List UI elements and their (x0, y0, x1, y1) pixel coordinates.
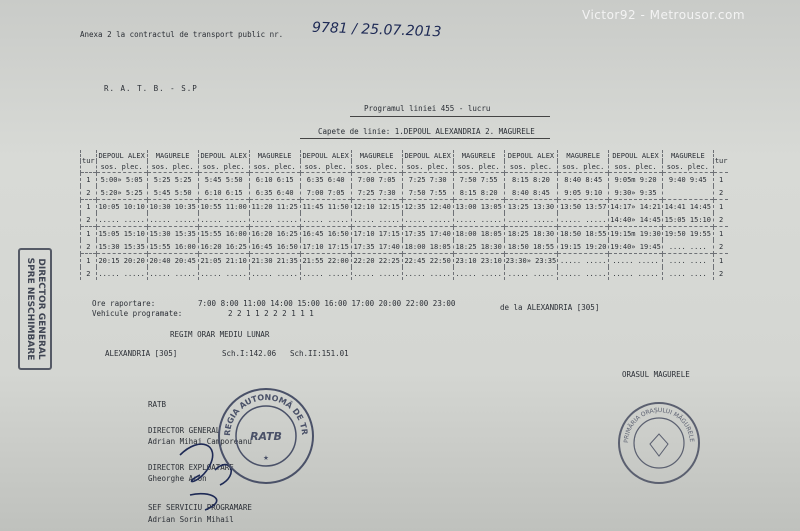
time-cell: 11:20 11:25 (249, 200, 300, 214)
time-cell: 23:10 23:10 (453, 254, 504, 268)
svg-text:PRIMĂRIA ORAȘULUI MĂGURELE (623, 407, 695, 443)
time-cell: 20:40 20:45 (147, 254, 198, 268)
time-cell: 11:45 11:50 (300, 200, 351, 214)
time-cell: ..... ..... (300, 267, 351, 280)
time-cell: 20:15 20:20 (96, 254, 147, 268)
tur-cell: 1 (81, 200, 97, 214)
column-header: DEPOUL ALEX (504, 150, 558, 161)
time-cell: 15:05 15:10 (96, 227, 147, 241)
tur-cell-end: 2 (713, 213, 728, 227)
time-cell: .... .... (662, 267, 713, 280)
time-cell: 21:30 21:35 (249, 254, 300, 268)
time-cell: 23:30» 23:35 (504, 254, 558, 268)
time-cell: 5:25 5:25 (147, 173, 198, 187)
time-cell: 9:30» 9:35 (609, 186, 663, 200)
time-cell: 18:25 18:30 (504, 227, 558, 241)
tur-header: tur (81, 150, 97, 173)
avg-sch1: Sch.I:142.06 (222, 349, 277, 358)
time-cell: 5:45 5:50 (198, 173, 249, 187)
time-cell: ..... ..... (249, 213, 300, 227)
time-cell: 17:10 17:15 (300, 240, 351, 254)
timetable (80, 150, 728, 280)
time-cell: 8:40 8:45 (504, 186, 558, 200)
time-cell: ..... ..... (453, 213, 504, 227)
tur-cell-end: 1 (713, 173, 728, 187)
table-row (81, 254, 729, 268)
time-cell: ..... ..... (402, 213, 453, 227)
program-title: Programul liniei 455 - lucru (364, 104, 491, 113)
table-row (81, 200, 729, 214)
time-cell: ..... ..... (558, 254, 609, 268)
time-cell: ..... ..... (504, 213, 558, 227)
regim-title: REGIM ORAR MEDIU LUNAR (170, 330, 270, 339)
tur-cell-end: 2 (713, 186, 728, 200)
sig-dir-expl-name: Gheorghe Aron (148, 474, 207, 483)
time-cell: ..... ..... (609, 254, 663, 268)
tur-cell: 2 (81, 213, 97, 227)
time-cell: 15:55 16:00 (198, 227, 249, 241)
ore-values: 7:00 8:00 11:00 14:00 15:00 16:00 17:00 20:00 22:00 23:00 (198, 299, 456, 308)
time-cell: 9:05 9:10 (558, 186, 609, 200)
column-subheader: sos. plec. (662, 161, 713, 173)
veh-values: 2 2 1 1 2 2 2 1 1 1 (228, 309, 314, 318)
time-cell: 8:15 8:20 (453, 186, 504, 200)
tur-cell: 2 (81, 186, 97, 200)
time-cell: ..... ..... (351, 213, 402, 227)
tur-cell-end: 2 (713, 240, 728, 254)
time-cell: 15:30 15:35 (96, 240, 147, 254)
column-subheader: sos. plec. (147, 161, 198, 173)
magurele-seal-text: PRIMĂRIA ORAȘULUI MĂGURELE (622, 406, 696, 444)
time-cell: ..... ..... (504, 267, 558, 280)
time-cell: 6:35 6:40 (300, 173, 351, 187)
magurele-seal-ring (620, 404, 698, 482)
column-header: MAGURELE (453, 150, 504, 161)
column-subheader: sos. plec. (300, 161, 351, 173)
time-cell: 15:55 16:00 (147, 240, 198, 254)
time-cell: 7:25 7:30 (402, 173, 453, 187)
time-cell: 14:41 14:45 (662, 200, 713, 214)
sig-orasul: ORASUL MAGURELE (622, 370, 690, 379)
sig-sef-title: SEF SERVICIU PROGRAMARE (148, 503, 252, 512)
time-cell: 15:05 15:10 (662, 213, 713, 227)
time-cell: ..... ..... (558, 213, 609, 227)
time-cell: 16:45 16:50 (300, 227, 351, 241)
time-cell: 17:35 17:40 (402, 227, 453, 241)
endpoints-underline (300, 138, 550, 139)
tur-cell: 2 (81, 240, 97, 254)
column-subheader: sos. plec. (609, 161, 663, 173)
time-cell: 7:25 7:30 (351, 186, 402, 200)
time-cell: 13:25 13:30 (504, 200, 558, 214)
ratb-seal (218, 388, 314, 484)
tur-cell-end: 1 (713, 254, 728, 268)
time-cell: ..... ..... (96, 213, 147, 227)
time-cell: ..... ..... (351, 267, 402, 280)
column-header: DEPOUL ALEX (96, 150, 147, 161)
tur-cell: 1 (81, 227, 97, 241)
column-header: MAGURELE (249, 150, 300, 161)
time-cell: 21:55 22:00 (300, 254, 351, 268)
time-cell: ..... ..... (96, 267, 147, 280)
time-cell: 9:05m 9:20 (609, 173, 663, 187)
time-cell: 6:10 6:15 (198, 186, 249, 200)
tur-cell: 1 (81, 254, 97, 268)
column-header: MAGURELE (662, 150, 713, 161)
table-row (81, 240, 729, 254)
rectangular-stamp (18, 248, 52, 370)
column-subheader: sos. plec. (96, 161, 147, 173)
time-cell: 7:00 7:05 (351, 173, 402, 187)
column-subheader: sos. plec. (558, 161, 609, 173)
watermark: Victor92 - Metrousor.com (582, 8, 746, 22)
column-header: MAGURELE (558, 150, 609, 161)
table-row (81, 173, 729, 187)
veh-suffix: de la ALEXANDRIA [305] (500, 303, 600, 312)
sig-dir-expl-title: DIRECTOR EXPLOATARE (148, 463, 234, 472)
time-cell: .... .... (662, 240, 713, 254)
time-cell: ..... ..... (147, 213, 198, 227)
sig-dir-gen-title: DIRECTOR GENERAL (148, 426, 221, 435)
time-cell: 8:40 8:45 (558, 173, 609, 187)
time-cell: 13:50 13:57 (558, 200, 609, 214)
time-cell: ..... ..... (198, 267, 249, 280)
time-cell: 17:35 17:40 (351, 240, 402, 254)
column-header: DEPOUL ALEX (198, 150, 249, 161)
column-subheader: sos. plec. (198, 161, 249, 173)
ratb-seal-logo: RATB (250, 430, 282, 443)
time-cell: 6:10 6:15 (249, 173, 300, 187)
tur-header-end: tur (713, 150, 728, 173)
column-header: DEPOUL ALEX (402, 150, 453, 161)
column-subheader: sos. plec. (504, 161, 558, 173)
time-cell: 18:25 18:30 (453, 240, 504, 254)
time-cell: 19:40» 19:45 (609, 240, 663, 254)
time-cell: 5:20» 5:25 (96, 186, 147, 200)
sig-sef-name: Adrian Sorin Mihail (148, 515, 234, 524)
time-cell: 19:15m 19:30 (609, 227, 663, 241)
time-cell: ..... ..... (249, 267, 300, 280)
table-row (81, 186, 729, 200)
time-cell: .... .... (662, 254, 713, 268)
time-cell: 21:05 21:10 (198, 254, 249, 268)
time-cell: 15:30 15:35 (147, 227, 198, 241)
tur-cell: 1 (81, 173, 97, 187)
time-cell: ..... ..... (147, 267, 198, 280)
time-cell: 14:17» 14:21 (609, 200, 663, 214)
tur-cell-end: 1 (713, 200, 728, 214)
crest-icon (650, 434, 668, 456)
avg-sch2: Sch.II:151.01 (290, 349, 349, 358)
time-cell: 5:45 5:50 (147, 186, 198, 200)
time-cell: 10:30 10:35 (147, 200, 198, 214)
sig-ratb: RATB (148, 400, 167, 409)
time-cell: 8:15 8:20 (504, 173, 558, 187)
time-cell: 12:35 12:40 (402, 200, 453, 214)
time-cell: 7:50 7:55 (453, 173, 504, 187)
time-cell: ..... ..... (300, 213, 351, 227)
ore-label: Ore raportare: (92, 299, 156, 308)
time-cell: 18:50 18:55 (558, 227, 609, 241)
time-cell: 13:00 13:05 (453, 200, 504, 214)
rectangular-stamp-text: DIRECTOR GENERAL SPRE NESCHIMBARE (25, 257, 46, 361)
time-cell: 16:20 16:25 (198, 240, 249, 254)
magurele-seal (618, 402, 700, 484)
time-cell: 14:40» 14:45 (609, 213, 663, 227)
time-cell: 19:15 19:20 (558, 240, 609, 254)
time-cell: ..... ..... (198, 213, 249, 227)
time-cell: 17:10 17:15 (351, 227, 402, 241)
time-cell: 22:20 22:25 (351, 254, 402, 268)
time-cell: 6:35 6:40 (249, 186, 300, 200)
column-header: MAGURELE (351, 150, 402, 161)
column-header: DEPOUL ALEX (300, 150, 351, 161)
time-cell: 10:05 10:10 (96, 200, 147, 214)
column-subheader: sos. plec. (453, 161, 504, 173)
time-cell: 9:40 9:45 (662, 173, 713, 187)
time-cell: ..... ..... (558, 267, 609, 280)
time-cell: 19:50 19:55 (662, 227, 713, 241)
ratb-seal-ring (220, 390, 312, 482)
column-header: DEPOUL ALEX (609, 150, 663, 161)
time-cell: 12:10 12:15 (351, 200, 402, 214)
column-subheader: sos. plec. (351, 161, 402, 173)
time-cell: 7:00 7:05 (300, 186, 351, 200)
avg-depot: ALEXANDRIA [305] (105, 349, 178, 358)
time-cell: ..... ..... (402, 267, 453, 280)
tur-cell-end: 2 (713, 267, 728, 280)
time-cell: 10:55 11:00 (198, 200, 249, 214)
table-row (81, 227, 729, 241)
endpoints: Capete de linie: 1.DEPOUL ALEXANDRIA 2. MAGURELE (318, 127, 535, 136)
table-row (81, 213, 729, 227)
tur-cell-end: 1 (713, 227, 728, 241)
time-cell: 18:50 18:55 (504, 240, 558, 254)
time-cell (662, 186, 713, 200)
table-row (81, 267, 729, 280)
contract-number: 9781 / 25.07.2013 (311, 19, 442, 41)
time-cell: 18:00 18:05 (402, 240, 453, 254)
sig-dir-gen-name: Adrian Mihai Camporeanu (148, 437, 252, 446)
time-cell: ..... ..... (609, 267, 663, 280)
ratb-seal-text: REGIA AUTONOMĂ DE TR (222, 392, 310, 437)
veh-label: Vehicule programate: (92, 309, 183, 318)
title-underline (350, 116, 550, 117)
time-cell: 18:00 18:05 (453, 227, 504, 241)
time-cell: 16:45 16:50 (249, 240, 300, 254)
time-cell: 7:50 7:55 (402, 186, 453, 200)
column-subheader: sos. plec. (249, 161, 300, 173)
time-cell: 5:00» 5:05 (96, 173, 147, 187)
annex-label: Anexa 2 la contractul de transport public nr. (80, 30, 284, 39)
time-cell: ..... ..... (453, 267, 504, 280)
column-header: MAGURELE (147, 150, 198, 161)
time-cell: 16:20 16:25 (249, 227, 300, 241)
company-label: R. A. T. B. - S.P (104, 84, 198, 93)
tur-cell: 2 (81, 267, 97, 280)
star-icon: ★ (263, 453, 269, 463)
column-subheader: sos. plec. (402, 161, 453, 173)
time-cell: 22:45 22:50 (402, 254, 453, 268)
